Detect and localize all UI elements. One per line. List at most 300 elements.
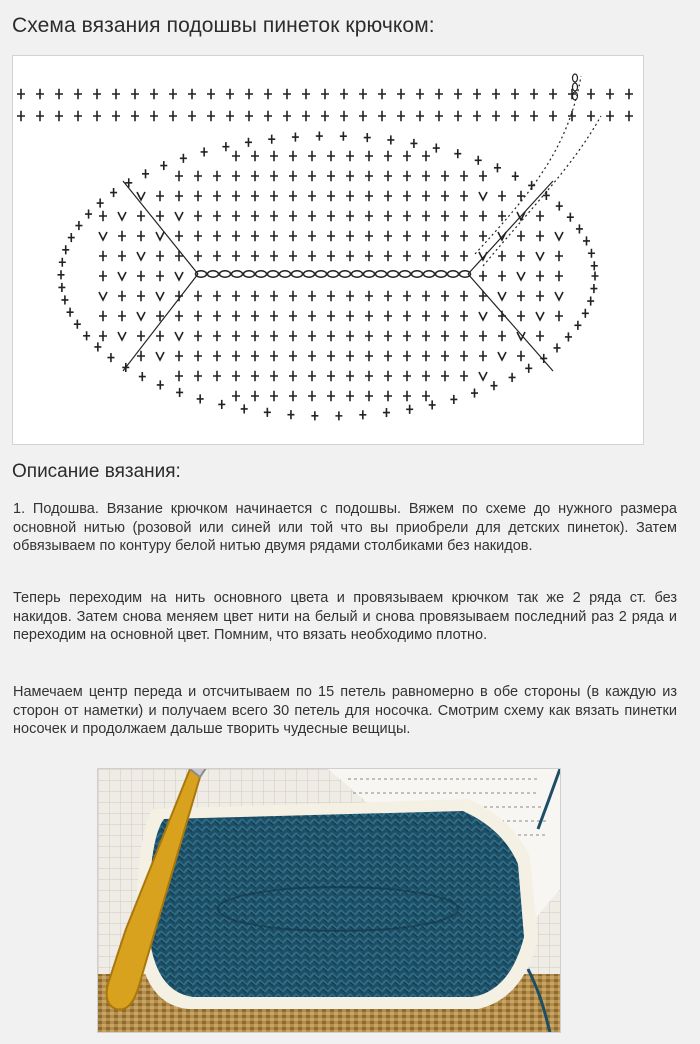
single-crochet-symbol (251, 291, 259, 301)
single-crochet-symbol (251, 311, 259, 321)
single-crochet-symbol (384, 371, 392, 381)
single-crochet-symbol (364, 133, 371, 142)
single-crochet-symbol (302, 89, 310, 99)
single-crochet-symbol (567, 213, 574, 222)
chain-stitch-symbol (448, 271, 459, 277)
single-crochet-symbol (479, 331, 487, 341)
single-crochet-symbol (416, 89, 424, 99)
chain-stitch-symbol (400, 271, 411, 277)
single-crochet-symbol (289, 331, 297, 341)
single-crochet-symbol (68, 233, 75, 242)
single-crochet-symbol (232, 211, 240, 221)
single-crochet-symbol (397, 111, 405, 121)
single-crochet-symbol (327, 391, 335, 401)
single-crochet-symbol (270, 171, 278, 181)
single-crochet-symbol (517, 351, 525, 361)
single-crochet-symbol (387, 135, 394, 144)
single-crochet-symbol (460, 171, 468, 181)
increase-symbol (498, 292, 506, 300)
dotted-start-path (475, 76, 601, 266)
single-crochet-symbol (232, 171, 240, 181)
single-crochet-symbol (251, 191, 259, 201)
single-crochet-symbol (175, 251, 183, 261)
single-crochet-symbol (403, 351, 411, 361)
single-crochet-symbol (441, 191, 449, 201)
single-crochet-symbol (435, 111, 443, 121)
single-crochet-symbol (590, 284, 597, 293)
single-crochet-symbol (422, 231, 430, 241)
single-crochet-symbol (213, 191, 221, 201)
increase-symbol (175, 332, 183, 340)
single-crochet-symbol (359, 111, 367, 121)
single-crochet-symbol (346, 371, 354, 381)
single-crochet-symbol (232, 371, 240, 381)
single-crochet-symbol (268, 135, 275, 144)
single-crochet-symbol (574, 321, 581, 330)
single-crochet-symbol (327, 231, 335, 241)
single-crochet-symbol (289, 371, 297, 381)
single-crochet-symbol (473, 111, 481, 121)
single-crochet-symbol (384, 211, 392, 221)
single-crochet-symbol (251, 351, 259, 361)
single-crochet-symbol (403, 291, 411, 301)
single-crochet-symbol (422, 151, 430, 161)
single-crochet-symbol (241, 404, 248, 413)
single-crochet-symbol (517, 231, 525, 241)
single-crochet-symbol (422, 171, 430, 181)
increase-symbol (118, 212, 126, 220)
single-crochet-symbol (327, 171, 335, 181)
single-crochet-symbol (384, 191, 392, 201)
single-crochet-symbol (180, 154, 187, 163)
single-crochet-symbol (403, 391, 411, 401)
single-crochet-symbol (74, 89, 82, 99)
single-crochet-symbol (321, 111, 329, 121)
single-crochet-symbol (245, 138, 252, 147)
single-crochet-symbol (292, 132, 299, 141)
single-crochet-symbol (232, 331, 240, 341)
single-crochet-symbol (289, 151, 297, 161)
single-crochet-symbol (554, 343, 561, 352)
increase-symbol (99, 232, 107, 240)
single-crochet-symbol (365, 151, 373, 161)
single-crochet-symbol (346, 191, 354, 201)
single-crochet-symbol (308, 251, 316, 261)
chain-stitch-symbol (220, 271, 231, 277)
single-crochet-symbol (587, 111, 595, 121)
single-crochet-symbol (422, 211, 430, 221)
single-crochet-symbol (194, 331, 202, 341)
single-crochet-symbol (308, 151, 316, 161)
single-crochet-symbol (403, 191, 411, 201)
single-crochet-symbol (555, 251, 563, 261)
single-crochet-symbol (410, 139, 417, 148)
single-crochet-symbol (365, 191, 373, 201)
stitch-symbols (17, 89, 633, 421)
single-crochet-symbol (251, 151, 259, 161)
increase-symbol (118, 272, 126, 280)
single-crochet-symbol (403, 171, 411, 181)
single-crochet-symbol (422, 351, 430, 361)
single-crochet-symbol (498, 251, 506, 261)
single-crochet-symbol (397, 89, 405, 99)
single-crochet-symbol (289, 211, 297, 221)
single-crochet-symbol (441, 311, 449, 321)
chain-stitch-symbol (424, 271, 435, 277)
single-crochet-symbol (384, 251, 392, 261)
single-crochet-symbol (384, 171, 392, 181)
single-crochet-symbol (441, 331, 449, 341)
increase-symbol (536, 312, 544, 320)
single-crochet-symbol (308, 371, 316, 381)
single-crochet-symbol (460, 231, 468, 241)
single-crochet-symbol (99, 311, 107, 321)
single-crochet-symbol (403, 251, 411, 261)
single-crochet-symbol (213, 251, 221, 261)
chain-stitch-symbol (388, 271, 399, 277)
increase-symbol (517, 332, 525, 340)
single-crochet-symbol (194, 211, 202, 221)
increase-symbol (137, 192, 145, 200)
single-crochet-symbol (232, 311, 240, 321)
chain-stitch-symbol (436, 271, 447, 277)
single-crochet-symbol (494, 163, 501, 172)
single-crochet-symbol (194, 171, 202, 181)
single-crochet-symbol (137, 211, 145, 221)
single-crochet-symbol (422, 251, 430, 261)
single-crochet-symbol (403, 371, 411, 381)
single-crochet-symbol (283, 89, 291, 99)
single-crochet-symbol (460, 311, 468, 321)
single-crochet-symbol (308, 291, 316, 301)
chain-stitch-symbol (268, 271, 279, 277)
single-crochet-symbol (175, 231, 183, 241)
single-crochet-symbol (591, 261, 598, 270)
single-crochet-symbol (218, 400, 225, 409)
single-crochet-symbol (517, 291, 525, 301)
single-crochet-symbol (194, 371, 202, 381)
single-crochet-symbol (213, 291, 221, 301)
single-crochet-symbol (99, 211, 107, 221)
single-crochet-symbol (131, 89, 139, 99)
chain-stitch-symbol (292, 271, 303, 277)
single-crochet-symbol (422, 371, 430, 381)
single-crochet-symbol (346, 391, 354, 401)
single-crochet-symbol (606, 89, 614, 99)
increase-symbol (118, 332, 126, 340)
single-crochet-symbol (270, 211, 278, 221)
single-crochet-symbol (327, 371, 335, 381)
single-crochet-symbol (528, 181, 535, 190)
single-crochet-symbol (365, 371, 373, 381)
single-crochet-symbol (450, 395, 457, 404)
single-crochet-symbol (512, 172, 519, 181)
single-crochet-symbol (378, 111, 386, 121)
chain-stitch-symbol (412, 271, 423, 277)
single-crochet-symbol (251, 391, 259, 401)
single-crochet-symbol (565, 332, 572, 341)
single-crochet-symbol (606, 111, 614, 121)
single-crochet-symbol (316, 132, 323, 141)
single-crochet-symbol (99, 331, 107, 341)
single-crochet-symbol (118, 291, 126, 301)
single-crochet-symbol (110, 188, 117, 197)
single-crochet-symbol (245, 111, 253, 121)
single-crochet-symbol (137, 271, 145, 281)
single-crochet-symbol (403, 331, 411, 341)
single-crochet-symbol (175, 191, 183, 201)
chain-stitch-symbol (316, 271, 327, 277)
single-crochet-symbol (365, 311, 373, 321)
single-crochet-symbol (270, 251, 278, 261)
single-crochet-symbol (460, 351, 468, 361)
single-crochet-symbol (625, 89, 633, 99)
single-crochet-symbol (83, 331, 90, 340)
single-crochet-symbol (137, 291, 145, 301)
single-crochet-symbol (251, 171, 259, 181)
single-crochet-symbol (454, 149, 461, 158)
single-crochet-symbol (264, 89, 272, 99)
single-crochet-symbol (433, 143, 440, 152)
single-crochet-symbol (226, 89, 234, 99)
single-crochet-symbol (270, 231, 278, 241)
increase-symbol (479, 372, 487, 380)
single-crochet-symbol (232, 291, 240, 301)
single-crochet-symbol (441, 251, 449, 261)
single-crochet-symbol (194, 351, 202, 361)
single-crochet-symbol (384, 331, 392, 341)
chain-stitch-symbol (376, 271, 387, 277)
single-crochet-symbol (498, 211, 506, 221)
single-crochet-symbol (99, 271, 107, 281)
single-crochet-symbol (384, 231, 392, 241)
single-crochet-symbol (36, 89, 44, 99)
single-crochet-symbol (359, 410, 366, 419)
single-crochet-symbol (441, 231, 449, 241)
single-crochet-symbol (232, 251, 240, 261)
single-crochet-symbol (156, 191, 164, 201)
chain-stitch-symbol (328, 271, 339, 277)
single-crochet-symbol (156, 211, 164, 221)
single-crochet-symbol (441, 211, 449, 221)
single-crochet-symbol (340, 132, 347, 141)
single-crochet-symbol (384, 391, 392, 401)
single-crochet-symbol (435, 89, 443, 99)
single-crochet-symbol (169, 111, 177, 121)
single-crochet-symbol (327, 331, 335, 341)
single-crochet-symbol (378, 89, 386, 99)
single-crochet-symbol (517, 191, 525, 201)
single-crochet-symbol (460, 191, 468, 201)
single-crochet-symbol (365, 351, 373, 361)
increase-symbol (536, 252, 544, 260)
single-crochet-symbol (490, 381, 497, 390)
increase-symbol (156, 352, 164, 360)
single-crochet-symbol (289, 231, 297, 241)
single-crochet-symbol (58, 270, 65, 279)
increase-symbol (479, 192, 487, 200)
description-paragraph-1: 1. Подошва. Вязание крючком начинается с подошвы. Вяжем по схеме до нужного размера основной нитью (розовой или синей или той что вы приобрели для детских пинеток). Затем обвязываем по контуру белой нитью двумя рядами столбиками без накидов. (13, 501, 677, 554)
single-crochet-symbol (543, 191, 550, 200)
single-crochet-symbol (536, 291, 544, 301)
single-crochet-symbol (479, 271, 487, 281)
single-crochet-symbol (207, 89, 215, 99)
single-crochet-symbol (308, 231, 316, 241)
single-crochet-symbol (403, 231, 411, 241)
single-crochet-symbol (384, 291, 392, 301)
single-crochet-symbol (175, 351, 183, 361)
single-crochet-symbol (403, 311, 411, 321)
crochet-diagram (12, 55, 644, 445)
single-crochet-symbol (588, 249, 595, 258)
single-crochet-symbol (308, 331, 316, 341)
single-crochet-symbol (226, 111, 234, 121)
single-crochet-symbol (169, 89, 177, 99)
single-crochet-symbol (270, 391, 278, 401)
single-crochet-symbol (232, 351, 240, 361)
single-crochet-symbol (536, 271, 544, 281)
single-crochet-symbol (311, 411, 318, 420)
single-crochet-symbol (308, 391, 316, 401)
single-crochet-symbol (150, 111, 158, 121)
single-crochet-symbol (517, 251, 525, 261)
single-crochet-symbol (17, 111, 25, 121)
single-crochet-symbol (308, 311, 316, 321)
single-crochet-symbol (549, 111, 557, 121)
single-crochet-symbol (213, 371, 221, 381)
single-crochet-symbol (156, 251, 164, 261)
single-crochet-symbol (157, 380, 164, 389)
single-crochet-symbol (150, 89, 158, 99)
single-crochet-symbol (365, 291, 373, 301)
single-crochet-symbol (97, 198, 104, 207)
single-crochet-symbol (302, 111, 310, 121)
single-crochet-symbol (416, 111, 424, 121)
single-crochet-symbol (327, 151, 335, 161)
single-crochet-symbol (118, 231, 126, 241)
single-crochet-symbol (479, 211, 487, 221)
single-crochet-symbol (365, 251, 373, 261)
single-crochet-symbol (479, 351, 487, 361)
single-crochet-symbol (139, 372, 146, 381)
single-crochet-symbol (270, 331, 278, 341)
single-crochet-symbol (289, 311, 297, 321)
single-crochet-symbol (213, 351, 221, 361)
chain-stitch-symbol (256, 271, 267, 277)
single-crochet-symbol (403, 211, 411, 221)
single-crochet-symbol (308, 351, 316, 361)
single-crochet-symbol (346, 251, 354, 261)
single-crochet-symbol (536, 331, 544, 341)
single-crochet-symbol (74, 320, 81, 329)
single-crochet-symbol (283, 111, 291, 121)
single-crochet-symbol (137, 331, 145, 341)
single-crochet-symbol (536, 211, 544, 221)
single-crochet-symbol (346, 151, 354, 161)
increase-symbol (99, 292, 107, 300)
single-crochet-symbol (58, 283, 65, 292)
single-crochet-symbol (498, 331, 506, 341)
single-crochet-symbol (55, 89, 63, 99)
single-crochet-symbol (517, 311, 525, 321)
single-crochet-symbol (383, 408, 390, 417)
single-crochet-symbol (232, 151, 240, 161)
single-crochet-symbol (194, 311, 202, 321)
single-crochet-symbol (429, 400, 436, 409)
single-crochet-symbol (93, 111, 101, 121)
single-crochet-symbol (289, 391, 297, 401)
single-crochet-symbol (289, 251, 297, 261)
single-crochet-symbol (251, 371, 259, 381)
single-crochet-symbol (327, 191, 335, 201)
single-crochet-symbol (289, 191, 297, 201)
increase-symbol (479, 312, 487, 320)
single-crochet-symbol (583, 236, 590, 245)
single-crochet-symbol (479, 171, 487, 181)
single-crochet-symbol (335, 411, 342, 420)
single-crochet-symbol (55, 111, 63, 121)
chain-stitch-symbol (364, 271, 375, 277)
single-crochet-symbol (582, 309, 589, 318)
single-crochet-symbol (112, 111, 120, 121)
single-crochet-symbol (17, 89, 25, 99)
description-paragraph-2: Теперь переходим на нить основного цвета и провязываем крючком так же 2 ряда ст. без накидов. Затем снова меняем цвет нити на белый и снова провязываем последний раз 2 ряда и переходим на основной цвет. Помним, что вязать необходимо плотно. (13, 590, 677, 643)
chain-stitch-symbol (573, 83, 578, 91)
single-crochet-symbol (160, 161, 167, 170)
single-crochet-symbol (207, 111, 215, 121)
single-crochet-symbol (460, 211, 468, 221)
single-crochet-symbol (403, 151, 411, 161)
chain-stitch-symbol (232, 271, 243, 277)
single-crochet-symbol (365, 231, 373, 241)
single-crochet-symbol (346, 311, 354, 321)
single-crochet-symbol (308, 211, 316, 221)
single-crochet-symbol (422, 311, 430, 321)
chain-stitch-symbol (304, 271, 315, 277)
single-crochet-symbol (327, 311, 335, 321)
single-crochet-symbol (422, 331, 430, 341)
single-crochet-symbol (213, 171, 221, 181)
single-crochet-symbol (61, 295, 68, 304)
single-crochet-symbol (365, 211, 373, 221)
single-crochet-symbol (232, 191, 240, 201)
section-heading: Описание вязания: (12, 461, 181, 482)
single-crochet-symbol (556, 202, 563, 211)
single-crochet-symbol (625, 111, 633, 121)
increase-symbol (498, 352, 506, 360)
single-crochet-symbol (107, 353, 114, 362)
single-crochet-symbol (308, 171, 316, 181)
single-crochet-symbol (175, 311, 183, 321)
single-crochet-symbol (327, 251, 335, 261)
increase-symbol (175, 212, 183, 220)
single-crochet-symbol (384, 311, 392, 321)
single-crochet-symbol (85, 209, 92, 218)
single-crochet-symbol (346, 231, 354, 241)
single-crochet-symbol (592, 271, 599, 280)
single-crochet-symbol (156, 271, 164, 281)
single-crochet-symbol (587, 89, 595, 99)
chain-stitch-symbol (196, 271, 207, 277)
increase-symbol (555, 232, 563, 240)
single-crochet-symbol (346, 331, 354, 341)
single-crochet-symbol (479, 291, 487, 301)
single-crochet-symbol (118, 311, 126, 321)
single-crochet-symbol (498, 271, 506, 281)
chain-stitch-symbol (573, 74, 578, 82)
single-crochet-symbol (194, 251, 202, 261)
single-crochet-symbol (587, 297, 594, 306)
